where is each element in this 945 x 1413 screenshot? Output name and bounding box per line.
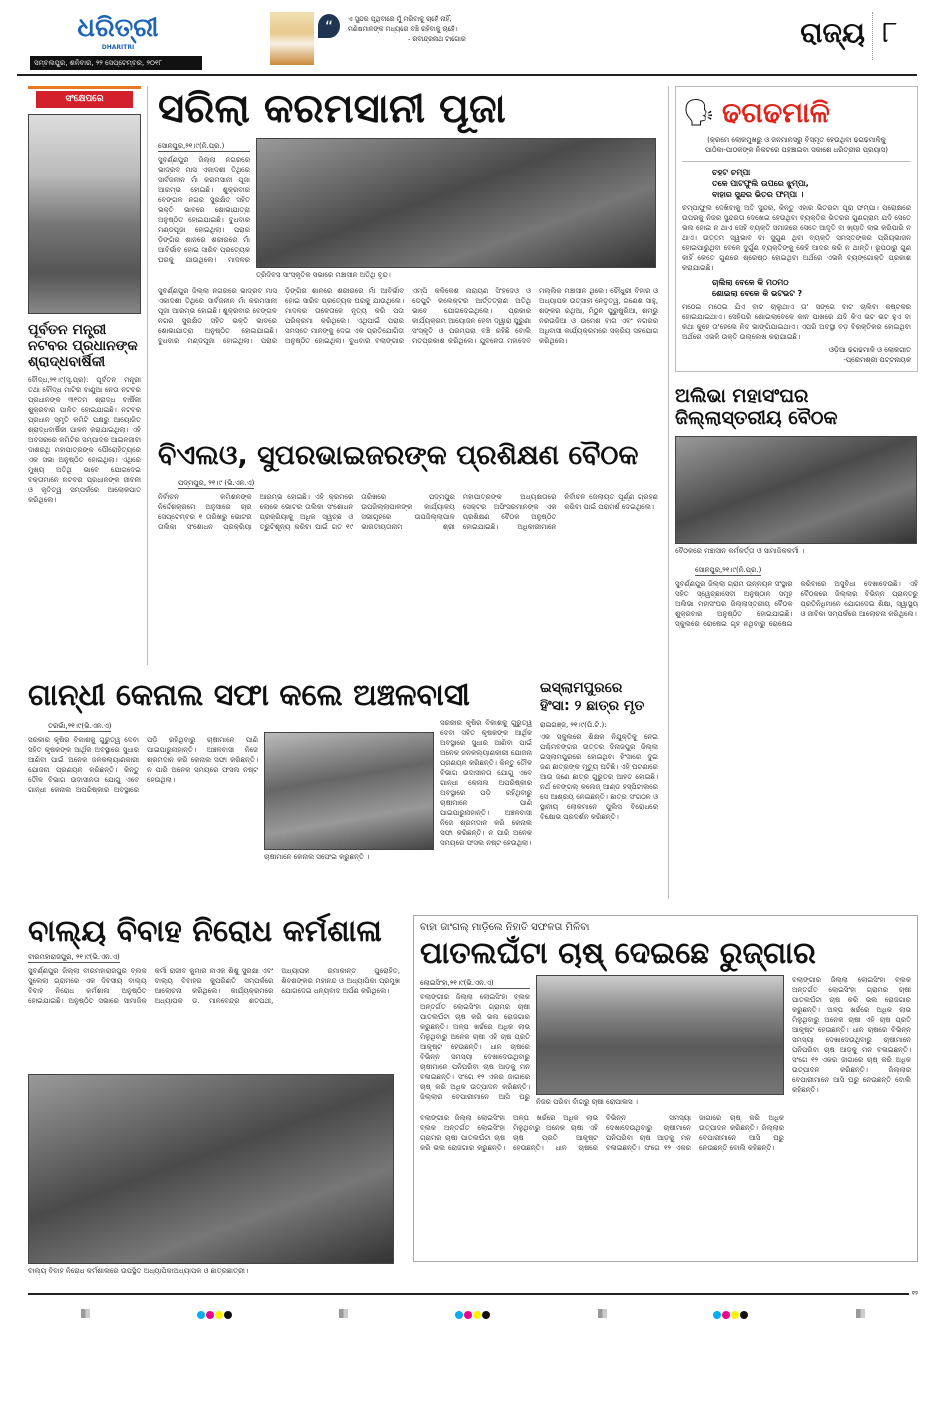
registration-mark xyxy=(598,1309,607,1318)
gandhi-body-right: ସରକାର କୃଷିର ବିକାଶକୁ ଗୁରୁତ୍ୱ ଦେବା ସହିତ କୃଷକଙ୍କ ଆର୍ଥିକ ଅବସ୍ଥାରେ ସୁଧାର ଆଣିବା ପାଇଁ ଅନେକ ଜନକଲ୍ୟାଣକାରୀ ଯୋଜନା ପ୍ରଣୟନ କରିଛନ୍ତି। କିନ୍ତୁ ତୌଳ ବିଭାଗ ଉଦାସୀନତା ଯୋଗୁ ଏବେ ଗାନ୍ଧୀ କେନାଲ ଅପରିଷ୍କାର ଅବସ୍ଥାରେ ପଡ଼ି ରହିଥିବାରୁ ଚାଷୀମାନେ ପାଣି ପାଇପାରୁନାହାନ୍ତି। ଅଞ୍ଚଳବାସୀ ନିଜେ ଶ୍ରମଦାନ କରି କେନାଲ ସଫା କରିଛନ୍ତି। ନ ପାରି ଅନେକ ସମୟରେ ଫସଲ ନଷ୍ଟ ହେଉଥିଲା। xyxy=(440,718,532,847)
lead-caption: ତ୍ରିଦିବସ ସାଂସ୍କୃତିକ ସଭାରେ ମଞ୍ଚାସୀନ ଅତିଥି ବୃନ୍ଦ। xyxy=(256,271,391,279)
folio: ୧୨ xyxy=(911,1290,918,1298)
dhaga-verse1: ଚହଟ ଚମ୍ପା ତଳେ ପାଟଫୁଲି ଉପରେ ଝୁମ୍ପା, ବାହାର ସୁନ୍ଦର ଭିତର ଫମ୍ପା । xyxy=(712,168,809,199)
statue-photo xyxy=(28,114,141,314)
blo-dateline: ପଦ୍ମପୁର, ୨୧।୯ (ଭି.ଏନ.ଏ) xyxy=(178,479,255,488)
dhaga-intro: (କ୍ରମେ ଲୋକମୁଖରୁ ଓ ଜନମାନସରୁ ବିସ୍ମୃତ ହେଉଥିବା ଢଗଢମାଳିକୁ ପାଠିକା-ପାଠକଙ୍କ ନିକଟରେ ପହଞ୍ଚାଇବା ସକାଶେ ଧରିତ୍ରୀର ପ୍ରୟାସ) xyxy=(682,133,911,162)
print-marks xyxy=(28,1304,918,1323)
cartoon-icon: 🗣 xyxy=(682,98,716,128)
dhaga-verse2: ଚାଲିଲା ବେଳେ କି ମଠମଠ ଶୋଇଲା ବେଳେ କି ଭଟଭଟ ? xyxy=(712,278,803,298)
aliva-headline: ଅଲିଭା ମହାସଂଘର ଜିଲ୍ଲାସ୍ତରୀୟ ବୈଠକ xyxy=(675,385,838,429)
dhaga-para2: ମଠେଇ ମଠେଇ ଯିଏ ବାଟ ଚାଲୁଥାଏ ତା' ସଙ୍ଗେ ବାଟ ଚାଲିବା କଷ୍ଟକର ହୋଇଯାଇଥାଏ। ସେହିପରି ଶୋଇଲାବେଳେ କାନ ପାଖରେ ଯଦି କିଏ ଭଟ ଭଟ ହୁଏ ବା କଥା କୁହେ ତା'ହେଲେ ନିଦ ଭାଙ୍ଗିଯାଇଥାଏ। ଏପରି ଅବସ୍ଥା ବଡ଼ ବିରକ୍ତିକର ହୋଇଥିବା ଅର୍ଥରେ ଏଭଳି ଉକ୍ତି ଉଲ୍ଲେଖ କରାଯାଇଛି। xyxy=(682,303,911,341)
child-body: ସୁବର୍ଣ୍ଣପୁର ଜିଲ୍ଲା ବୀରମହାରାଜପୁର ବ୍ଲକ ସୁଲେଲା ଗ୍ରାମରେ ଏକ ଦିବସୀୟ ବାଲ୍ୟ ବିବାହ ନିରୋଧ କର୍ମଶାଳା ଅନୁଷ୍ଠିତ ହୋଇଯାଇଛି। ଅନୁଷ୍ଠିତ ସଭାରେ ସାମାଜିକ କର୍ମୀ ରାଜୀବ କୁମାର ନାଏକ ଶିଶୁ ସୁରକ୍ଷା ଏବଂ ବାଲ୍ୟ ବିବାହର କୁପରିଣତି ସମ୍ପର୍କରେ ଆଲୋଚନା କରିଥିଲେ। କାର୍ଯ୍ୟକ୍ରମରେ ଅଧ୍ୟାପକ ଡ. ମାନବେନ୍ଦ୍ର ଶତପଥୀ, ଅଧ୍ୟାପକ ରମାକାନ୍ତ ପୁରୋହିତ, ଶିବଶଙ୍କର ମହାନନ୍ଦ ଓ ଅଧ୍ୟାପିକା ପ୍ରମୁଖ ଯୋଗଦେଇ ଧନ୍ୟବାଦ ଅର୍ପଣ କରିଥିଲେ। xyxy=(28,967,400,1006)
patal-body-right: ବଲାଙ୍ଗୀର ଜିଲ୍ଲା ଲୋଇସିଂହା ବ୍ଲକ ଅନ୍ତର୍ଗତ ଲୋଇସିଂହା ଗ୍ରାମର ଚାଷୀ ପାତଲଘଁଟା ଚାଷ କରି ଭଲ ରୋଜଗାର କରୁଛନ୍ତି। ଅଳ୍ପ ଖର୍ଚ୍ଚରେ ଅଧିକ ଲାଭ ମିଳୁଥିବାରୁ ଅନେକ ଚାଷୀ ଏହି ଚାଷ ପ୍ରତି ଆକୃଷ୍ଟ ହେଉଛନ୍ତି। ଧାନ ଚାଷରେ ବିଭିନ୍ନ ସମସ୍ୟା ଦେଖାଦେଉଥିବାରୁ ଚାଷୀମାନେ ପନିପରିବା ଚାଷ ଆଡ଼କୁ ମନ ବଳାଇଛନ୍ତି। ସଂଗେ ୧୨ ଏକର ଜାଗାରେ ଚାଷ୍ କରି ଅଧିକ ଉତ୍ପାଦନ କରିଛନ୍ତି। ଜିଲ୍ଲାର ବେପାରୀମାନେ ଆସି ଘରୁ ନେଉଛନ୍ତି ବୋଲି କହିଛନ୍ତି। xyxy=(792,976,911,1095)
gandhi-headline: ଗାନ୍ଧୀ କେନାଲ ସଫା କଲେ ଅଞ୍ଚଳବାସୀ xyxy=(28,678,470,714)
gandhi-caption: ଚାଷୀମାନେ କେନାଲ ସଫେଇ କରୁଛନ୍ତି । xyxy=(264,852,370,861)
islampur-dateline: ରାଇଗଞ୍ଜ, ୨୧।୯(ପି.ଟି.): xyxy=(540,721,607,730)
islampur-body: ଏକ ସ୍କୁଲରେ ଶିକ୍ଷକ ନିଯୁକ୍ତିକୁ ନେଇ ପଶ୍ଚିମବଙ୍ଗର ଉତ୍ତର ଦିନାଜପୁର ଜିଲ୍ଲା ଇସ୍‌ଲାମପୁରରେ ହୋଇଥିବା ହିଂସାରେ ଦୁଇ ଜଣ ଛାତ୍ରଙ୍କ ମୃତ୍ୟୁ ଘଟିଛି। ଏହି ଘଟଣାରେ ଆଉ ଜଣେ ଛାତ୍ର ଗୁରୁତର ଆହତ ହୋଇଛି। ନର୍ଥ ବେଙ୍ଗଲ୍ କଲେଜ୍ ଆଣ୍ଡ ହସ୍ପିଟାଲରେ ସେ ଆଶ୍ରୟ ନେଇଛନ୍ତି। ଛାତ୍ର ସଂଗଠନ ଓ ସ୍ଥାନୀୟ ଲୋକମାନେ ପୁଲିସ ବିରୋଧରେ ବିକ୍ଷୋଭ ପ୍ରଦର୍ଶନ କରିଛନ୍ତି। xyxy=(540,733,658,822)
masthead-logo: ଧରିତ୍ରୀ DHARITRI xyxy=(77,13,159,51)
patal-dateline: ଲୋଇସିଂହା,୨୧।୯(ଭି.ଏନ.ଏ) xyxy=(420,979,530,989)
gandhi-dateline: ତରଭାଁ,୨୧।୯(ଭି.ଏନ.ଏ) xyxy=(48,721,112,730)
workshop-photo xyxy=(28,1074,394,1264)
patal-box xyxy=(413,915,918,1263)
page-number: ୮ xyxy=(882,15,898,50)
quote-icon: “ xyxy=(318,14,340,38)
child-caption: ବାଲ୍ୟ ବିବାହ ନିରୋଧ କର୍ମଶାଳାରେ ଉପସ୍ଥିତ ଅଧ୍ୟାପିକାଅଧ୍ୟାପକ ଓ ଛାତ୍ରଛାତ୍ରୀ। xyxy=(28,1267,248,1276)
tagore-portrait xyxy=(270,12,314,65)
aliva-body: ସୁବର୍ଣ୍ଣପୁର ଜିଲ୍ଲା ଗ୍ରାମ ଉନ୍ନୟନ ସଂସ୍ଥାର ସହିତ ସ୍ୱେଚ୍ଛାସେବୀ ଅନୁଷ୍ଠାନ ସମୂହ ଅଲିଭା ମହାସଂଘର ଜିଲ୍ଲାସ୍ତରୀୟ ବୈଠକ ଶୁକ୍ରବାର ଅନୁଷ୍ଠିତ ହୋଇଯାଇଛି। ସ୍କୁଲରେ ରୋଷେଇ ଗୃହ ନଥିବାରୁ ରୋଷେଇ କରିବାରେ ଅସୁବିଧା ଦେଖାଦେଉଛି। ଏହି ବୈଠକରେ ଜିଲ୍ଲାର ବିଭିନ୍ନ ପ୍ରାନ୍ତରୁ ପ୍ରତିନିଧିମାନେ ଯୋଗଦେଇ ଶିକ୍ଷା, ସ୍ୱାସ୍ଥ୍ୟ ଓ ଜୀବିକା ସମ୍ପର୍କରେ ଆଲୋଚନା କରିଥିଲେ। xyxy=(675,579,918,628)
blo-headline: ବିଏଲଓ, ସୁପରଭାଇଜରଙ୍କ ପ୍ରଶିକ୍ଷଣ ବୈଠକ xyxy=(158,440,639,471)
dhaga-box xyxy=(675,86,918,372)
dhaga-para1: ଚମ୍ପାଫୁଲ ଦେଖିବାକୁ ଅତି ସୁନ୍ଦର, କିନ୍ତୁ ଏହାର ଭିତରଟା ପୂରା ଫମ୍ପା। ପରୋକ୍ଷରେ ଉପରକୁ ନିଜର ସୁନ୍ଦରତା ଦେଖେଇ ହେଉଥିବା ବ୍ୟକ୍ତିର ଭିତରର ଗୁଣଗ୍ରାମ ଯଦି ସେତେ ଭଲ ହୋଇ ନ ଥାଏ ସେହି ବ୍ୟକ୍ତି ସମାଜରେ ସେତେ ଆଦୃତି ବା ଖ୍ୟାତି ଲାଭ କରିପାରି ନ ଥାଏ। ଉତ୍ତମ ସ୍ୱଭାବ ବା ସୁଗୁଣ ଥିବା ବ୍ୟକ୍ତି ସମସ୍ତଙ୍କର ପ୍ରିୟଭାଜନ ହୋଇପାରୁଥିବା ବେଳେ ଦୁର୍ଗୁଣ ବ୍ୟକ୍ତିଙ୍କୁ କେହି ଆଦର କରି ନ ଥାନ୍ତି। ରୂପଠାରୁ ଗୁଣ କାହିଁ କେତେ ଗୁଣରେ ଶ୍ରେଷ୍ଠ ହୋଇଥିବା ଅର୍ଥରେ ଏଭଳି ବ୍ୟଙ୍ଗୋକ୍ତି ପ୍ରକାଶ କରାଯାଇଛି। xyxy=(682,204,911,272)
color-dots xyxy=(455,1304,491,1323)
color-dots xyxy=(713,1304,749,1323)
page-content xyxy=(28,86,918,1323)
brief-headline: ପୂର୍ବତନ ମନ୍ତ୍ରୀ ନଟବର ପ୍ରଧାନଙ୍କ ଶ୍ରାଦ୍ଧବାର୍ଷିକୀ xyxy=(28,322,138,371)
footer-rule xyxy=(28,1293,909,1295)
patal-kicker: ବାହା ଜାଂଗଲ୍ ମାଡ଼ିଲେ ନିହାତି ସଫଳତା ମିଳିବା xyxy=(420,921,590,933)
aliva-caption: ବୈଠକରେ ମଞ୍ଚାସୀନ କର୍ମକର୍ତ୍ତା ଓ ସାମାଜିକକର୍ମୀ । xyxy=(675,546,805,555)
lead-photo xyxy=(256,138,656,268)
brief-label: ସଂକ୍ଷେପରେ xyxy=(36,91,133,108)
aliva-photo xyxy=(675,436,917,544)
brief-column xyxy=(28,86,148,665)
lower-section xyxy=(28,915,918,1283)
dateline-bar: ସମ୍ବଲପୁର, ଶନିବାର, ୨୨ ସେପ୍ଟେମ୍ବର, ୨୦୧୮ xyxy=(30,56,202,70)
patal-caption: ନିଜର ପରିବା ବାଁଗରୁ ଚାଷୀ ରୋପାଳାସ । xyxy=(536,1098,638,1107)
aliva-dateline: ସୋନପୁର,୨୧।୯(ନି.ପ୍ର.) xyxy=(695,565,762,574)
masthead-rule xyxy=(17,74,917,76)
child-dateline: ବୀରମହାରାଜପୁର, ୨୧।୯(ଭି.ଏନ.ଏ) xyxy=(28,953,120,962)
color-dots xyxy=(197,1304,233,1323)
registration-mark xyxy=(339,1309,348,1318)
patal-body-left: ବଲାଙ୍ଗୀର ଜିଲ୍ଲା ଲୋଇସିଂହା ବ୍ଲକ ଅନ୍ତର୍ଗତ ଲୋଇସିଂହା ଗ୍ରାମର ଚାଷୀ ପାତଲଘଁଟା ଚାଷ କରି ଭଲ ରୋଜଗାର କରୁଛନ୍ତି। ଅଳ୍ପ ଖର୍ଚ୍ଚରେ ଅଧିକ ଲାଭ ମିଳୁଥିବାରୁ ଅନେକ ଚାଷୀ ଏହି ଚାଷ ପ୍ରତି ଆକୃଷ୍ଟ ହେଉଛନ୍ତି। ଧାନ ଚାଷରେ ବିଭିନ୍ନ ସମସ୍ୟା ଦେଖାଦେଉଥିବାରୁ ଚାଷୀମାନେ ପନିପରିବା ଚାଷ ଆଡ଼କୁ ମନ ବଳାଇଛନ୍ତି। ସଂଗେ ୧୨ ଏକର ଜାଗାରେ ଚାଷ୍ କରି ଅଧିକ ଉତ୍ପାଦନ କରିଛନ୍ତି। ଜିଲ୍ଲାର ବେପାରୀମାନେ ଆସି ଘରୁ xyxy=(420,993,530,1102)
dhaga-title: ଢଗଢମାଳି xyxy=(722,95,830,129)
lead-dateline: ସୋନପୁର,୨୧।୯(ନି.ପ୍ର.) xyxy=(158,142,250,152)
upper-section xyxy=(28,86,918,899)
quote: ଏ ସୁନ୍ଦର ପୃଥିବୀରେ ମୁଁ ମରିବାକୁ ଚାହେଁ ନାହିଁ, ମଣିଷମାନଙ୍କ ମଧ୍ୟରେ ବଞ୍ଚି ରହିବାକୁ ଚାହେଁ। - ରବୀନ୍ଦ୍ରନାଥ ଟାଗୋର xyxy=(348,15,466,43)
patal-headline: ପାତଲଘଁଟା ଚାଷ୍ ଦେଇଛେ ରୁଜ୍‌ଗାର xyxy=(420,935,816,971)
gandhi-body-left: ସରକାର କୃଷିର ବିକାଶକୁ ଗୁରୁତ୍ୱ ଦେବା ସହିତ କୃଷକଙ୍କ ଆର୍ଥିକ ଅବସ୍ଥାରେ ସୁଧାର ଆଣିବା ପାଇଁ ଅନେକ ଜନକଲ୍ୟାଣକାରୀ ଯୋଜନା ପ୍ରଣୟନ କରିଛନ୍ତି। କିନ୍ତୁ ତୌଳ ବିଭାଗ ଉଦାସୀନତା ଯୋଗୁ ଏବେ ଗାନ୍ଧୀ କେନାଲ ଅପରିଷ୍କାର ଅବସ୍ଥାରେ ପଡ଼ି ରହିଥିବାରୁ ଚାଷୀମାନେ ପାଣି ପାଇପାରୁନାହାନ୍ତି। ଅଞ୍ଚଳବାସୀ ନିଜେ ଶ୍ରମଦାନ କରି କେନାଲ ସଫା କରିଛନ୍ତି। ନ ପାରି ଅନେକ ସମୟରେ ଫସଲ ନଷ୍ଟ ହେଉଥିଲା। xyxy=(28,735,258,794)
islampur-headline: ଇସ୍‌ଲାମପୁରରେ ହିଂସା: ୨ ଛାତ୍ର ମୃତ xyxy=(540,680,645,715)
registration-mark xyxy=(856,1309,865,1318)
patal-body-bottom: ବଲାଙ୍ଗୀର ଜିଲ୍ଲା ଲୋଇସିଂହା ବ୍ଲକ ଅନ୍ତର୍ଗତ ଲୋଇସିଂହା ଗ୍ରାମର ଚାଷୀ ପାତଲଘଁଟା ଚାଷ କରି ଭଲ ରୋଜଗାର କରୁଛନ୍ତି। ଅଳ୍ପ ଖର୍ଚ୍ଚରେ ଅଧିକ ଲାଭ ମିଳୁଥିବାରୁ ଅନେକ ଚାଷୀ ଏହି ଚାଷ ପ୍ରତି ଆକୃଷ୍ଟ ହେଉଛନ୍ତି। ଧାନ ଚାଷରେ ବିଭିନ୍ନ ସମସ୍ୟା ଦେଖାଦେଉଥିବାରୁ ଚାଷୀମାନେ ପନିପରିବା ଚାଷ ଆଡ଼କୁ ମନ ବଳାଇଛନ୍ତି। ସଂଗେ ୧୨ ଏକର ଜାଗାରେ ଚାଷ୍ କରି ଅଧିକ ଉତ୍ପାଦନ କରିଛନ୍ତି। ଜିଲ୍ଲାର ବେପାରୀମାନେ ଆସି ଘରୁ ନେଉଛନ୍ତି ବୋଲି କହିଛନ୍ତି। xyxy=(420,1114,784,1153)
canal-photo xyxy=(264,732,434,850)
farm-photo xyxy=(536,975,784,1095)
registration-mark xyxy=(81,1309,90,1318)
child-headline: ବାଲ୍ୟ ବିବାହ ନିରୋଧ କର୍ମଶାଳା xyxy=(28,913,382,949)
lead-body: ସୁବର୍ଣ୍ଣପୁର ଜିଲ୍ଲା ନଗରରେ ଭାଦ୍ରବ ମାସ ଏକାଦଶୀ ତିଥିରେ ସାର୍ବଜନୀନ ମାଁ କରମସାନୀ ପୂଜା ଆରମ୍ଭ ହୋଇଛି। ଶୁକ୍ରବାର ବେଙ୍ଗଳ ନଗର ସୁରକ୍ଷିତ ସହିତ ଭକ୍ତି ଭାବରେ ଶୋଭାଯାତ୍ରା ଅନୁଷ୍ଠିତ ହୋଇଯାଇଛି। ବୁଧବାର ମଣ୍ଡପୂଜା ହୋଇଥିଲା। ପରାର ଡ଼ିଙ୍ଗିର ଶାନରେ ଶରୀରରେ ମାଁ ଆବିର୍ଭାବ ହୋଇ ସାରିବ ପ୍ରତ୍ୟେକ ଘରକୁ ଯାଉଥିଲେ। ମାଦଳର ତାଳେତାଳେ ନୃତ୍ୟ କରି ପତା ପରିକ୍ରମା କରିଥିଲେ। ଏଥିପାଇଁ ପରାର ସମସ୍ତେ ମାନଙ୍କୁ ଦେଇ ଏକ ପ୍ରତିଯୋଗିତା ଅନୁଷ୍ଠିତ ହୋଇଥିଲା। ବୁଧବାର ବଲାଙ୍ଗୀର ଏମ୍‌ପି କଳିକେଶ ନାରାୟଣ ସିଂହଦେଓ ଓ ଡେପୁଟି କଲେକ୍ଟର ଆର୍ତ୍ତତ୍ରାଣ ଅତିଥି ଭାବେ ଯୋଗଦେଇଥିଲେ। ପ୍ରକାର କାର୍ଯ୍ୟକ୍ରମ ଆୟୋଜନ ହେବା ଦ୍ୱାରା ପୁରୁଣା ସଂସ୍କୃତି ଓ ପରମ୍ପରା ବଞ୍ଚି ରହିଛି ବୋଲି ମତପ୍ରକାଶ କରିଥିଲେ। ଯୁବନେତା ମହାଦେବ ମଲ୍ଲିକ ମଞ୍ଚାସୀନ ଥିଲେ। ଚୌଧୁରୀ ବିହାର ଓ ଅଧ୍ୟାପକ ଉତ୍ସାହୀ ନେତୃତ୍ୱ, ଗଣେଶ ସାହୁ, ଶଙ୍କର ରଥିଆ, ମିଠୁନ ପୁରୁଷୁରିଆ, ଶମ୍ଭୁ ନରଉଜିଆ ଓ ଉମେଶ ବାଗ ଏବଂ ନଗରର ଅଧିବାସୀ କାର୍ଯ୍ୟକ୍ରମରେ ସକ୍ରିୟ ସହଯୋଗ କରିଥିଲେ। xyxy=(158,287,658,345)
blo-body: ନିର୍ବାଚନ କମିଶନଙ୍କ ନିର୍ଦ୍ଦେଶକ୍ରମେ ଅନୁସାରେ ଚାର ସେପ୍ଟେମ୍ବର ୧ ତାରିଖରୁ ଭୋଟର ତାଲିକା ସଂଶୋଧନ ପ୍ରକ୍ରିୟା ଆରମ୍ଭ ହୋଇଛି। ଏହି କ୍ରମରେ ଲୋକେ ଭୋଟର ତାଲିକା ସଂଶୋଧନ ପ୍ରକ୍ରିୟାକୁ ଅଧିକ ସ୍ୱଚ୍ଛ ଓ ତ୍ରୁଟିଶୂନ୍ୟ କରିବା ପାଇଁ ଗତ ୧୯ ତାରିଖରେ ପଦ୍ମପୁର ଉପଜିଲ୍ଲାପାଳଙ୍କ କାର୍ଯ୍ୟାଳୟ ସଭାଗୃହରେ ଉପଜିଲ୍ଲାପାଳ ଭାରତୀୟତାନାମ ଶ୍ରୀ ମହାପାତ୍ରଙ୍କ ଅଧ୍ୟକ୍ଷତାରେ ସେକ୍ଟର ଅଫିସରମାନଙ୍କ ଏକ ପ୍ରଶିକ୍ଷଣ ବୈଠକ ଅନୁଷ୍ଠିତ ହୋଇଯାଇଛି। ଅଧିକାରୀମାନେ ନିର୍ବାଚନ ଜେଲାୟତ ପୂର୍ଣ୍ଣ ଗ୍ରହଣ କରିବା ପାଇଁ ପରାମର୍ଶ ଦେଇଥିଲେ। xyxy=(158,493,658,532)
lead-body-col1: ସୁବର୍ଣ୍ଣପୁର ଜିଲ୍ଲା ନଗରରେ ଭାଦ୍ରବ ମାସ ଏକାଦଶୀ ତିଥିରେ ସାର୍ବଜନୀନ ମାଁ କରମସାନୀ ପୂଜା ଆରମ୍ଭ ହୋଇଛି। ଶୁକ୍ରବାର ବେଙ୍ଗଳ ନଗର ସୁରକ୍ଷିତ ସହିତ ଭକ୍ତି ଭାବରେ ଶୋଭାଯାତ୍ରା ଅନୁଷ୍ଠିତ ହୋଇଯାଇଛି। ବୁଧବାର ମଣ୍ଡପୂଜା ହୋଇଥିଲା। ପରାର ଡ଼ିଙ୍ଗିର ଶାନରେ ଶରୀରରେ ମାଁ ଆବିର୍ଭାବ ହୋଇ ସାରିବ ପ୍ରତ୍ୟେକ ଘରକୁ ଯାଉଥିଲେ। ମାଦଳର xyxy=(158,156,250,264)
dhaga-credit: ଓଡ଼ିଆ ଢଗଢମାଳି ଓ ଲୋକଗୀତ -ପ୍ରେମଶ୍ରୀ ପଟ୍ଟନାୟକ xyxy=(828,346,911,364)
lead-headline: ସରିଲା କରମସାନୀ ପୂଜା xyxy=(158,86,506,132)
brief-body: ବୌଦ୍ଧ,୨୧।୯(ସୃ.ପ୍ର): ପୂର୍ବତନ ମନ୍ତ୍ରୀ ତଥା ବୌଦ୍ଧ ମାଟିର ବାଣୁଆ ନେତା ନଟବର ପ୍ରଧାନଙ୍କ ୩୧ତମ ଶ୍ରାଦ୍ଧ ବାର୍ଷିକୀ ଶୁକ୍ରବାର ପାଳିତ ହୋଇଯାଇଛି। ନଟବର ପ୍ରଧାନ ସ୍ମୃତି କମିଟି ପକ୍ଷରୁ ଆୟୋଜିତ ଶ୍ରାଦ୍ଧବାର୍ଷିକୀ ପାଳନ କରାଯାଇଥିଲା। ଏହି ଅବସରରେ କମିଟିର ସମ୍ପାଦକ ଆଇନଜୀବୀ ଦାଶରଥି ମହାପାତ୍ରଙ୍କ ପୌରୋହିତ୍ୟରେ ଏକ ସଭା ଅନୁଷ୍ଠିତ ହୋଇଥିଲା। ଏଥିରେ ମୁଖ୍ୟ ଅତିଥି ଭାବେ ଯୋଗଦେଇ ବକ୍ତାମାନେ ନଟବର ପ୍ରଧାନଙ୍କ ଜୀବନୀ ଓ କୃତିତ୍ୱ ସମ୍ପର୍କରେ ଆଲୋକପାତ କରିଥିଲେ। xyxy=(28,376,141,505)
section-title: ରାଜ୍ୟ xyxy=(800,16,865,49)
